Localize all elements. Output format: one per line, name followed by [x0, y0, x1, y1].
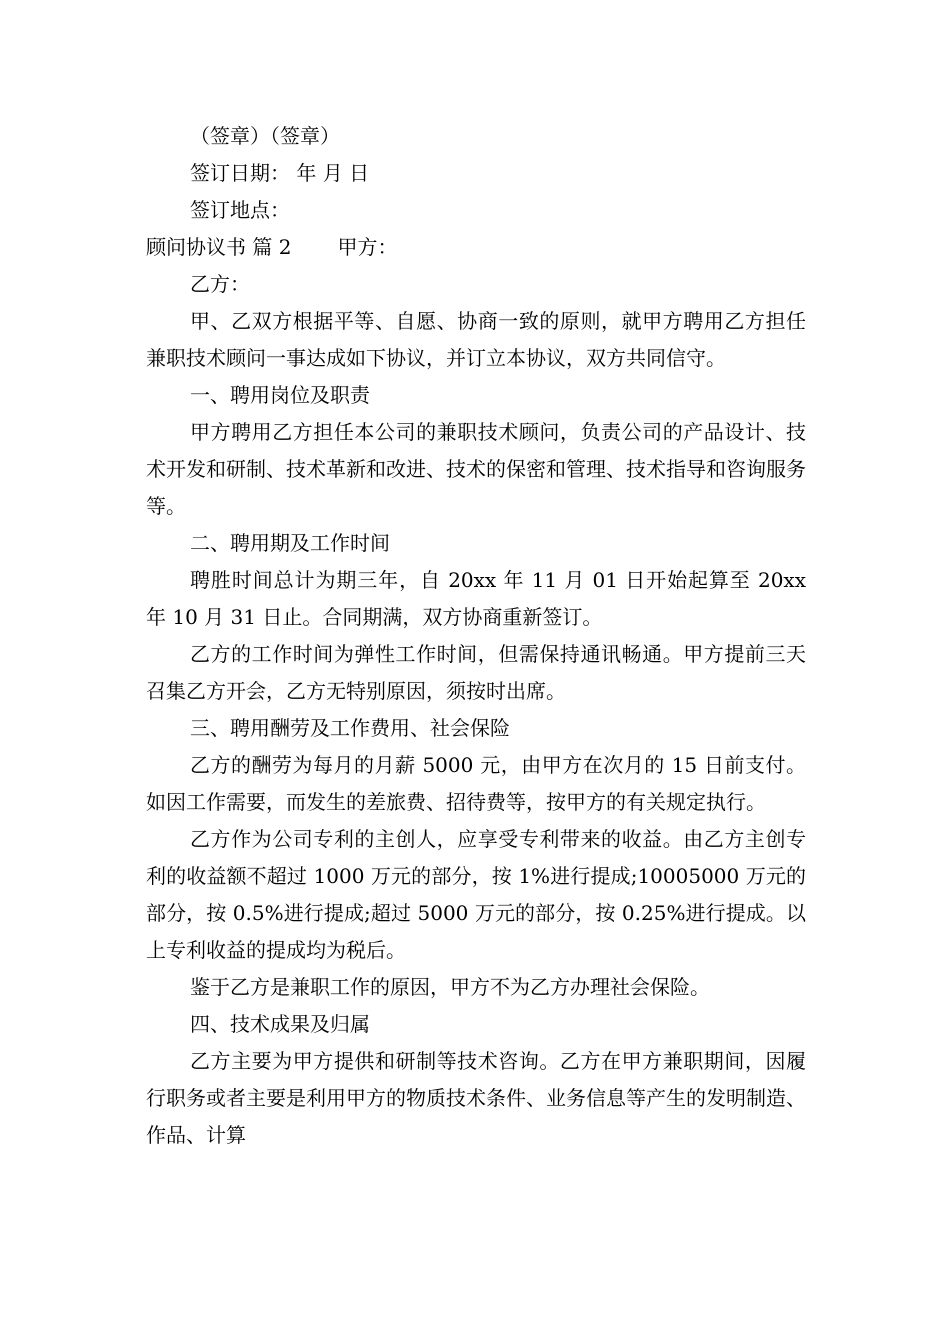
- paragraph-insurance: 鉴于乙方是兼职工作的原因，甲方不为乙方办理社会保险。: [190, 975, 710, 999]
- sign-date-line: 签订日期： 年 月 日: [190, 161, 370, 185]
- seal-line: （签章）（签章）: [190, 124, 340, 148]
- paragraph-term: 聘胜时间总计为期三年，自 20xx 年 11 月 01 日开始起算至 20xx 年 10 月 31 日止。合同期满，双方协商重新签订。: [146, 568, 806, 629]
- section-title: 顾问协议书 篇 2: [146, 235, 292, 259]
- section-heading-line: [146, 229, 806, 266]
- paragraph-pay: 乙方的酬劳为每月的月薪 5000 元，由甲方在次月的 15 日前支付。如因工作需要，而发生的差旅费、招待费等，按甲方的有关规定执行。: [146, 753, 806, 814]
- heading-term-hours: 二、聘用期及工作时间: [190, 531, 390, 555]
- party-a-label: 甲方：: [337, 235, 398, 259]
- heading-results-ownership: 四、技术成果及归属: [190, 1012, 370, 1036]
- paragraph-hours: 乙方的工作时间为弹性工作时间，但需保持通讯畅通。甲方提前三天召集乙方开会，乙方无特别原因，须按时出席。: [146, 642, 806, 703]
- paragraph-duties: 甲方聘用乙方担任本公司的兼职技术顾问，负责公司的产品设计、技术开发和研制、技术革新和改进、技术的保密和管理、技术指导和咨询服务等。: [146, 420, 806, 518]
- heading-pay-insurance: 三、聘用酬劳及工作费用、社会保险: [190, 716, 510, 740]
- paragraph-ownership: 乙方主要为甲方提供和研制等技术咨询。乙方在甲方兼职期间，因履行职务或者主要是利用甲方的物质技术条件、业务信息等产生的发明制造、作品、计算: [146, 1049, 806, 1147]
- sign-place-line: 签订地点：: [190, 198, 290, 222]
- document-body: [146, 118, 806, 1154]
- party-b-label: 乙方：: [190, 272, 250, 296]
- paragraph-patent-income: 乙方作为公司专利的主创人，应享受专利带来的收益。由乙方主创专利的收益额不超过 1000 万元的部分，按 1%进行提成;10005000 万元的部分，按 0.5%进行提成;超过 5000 万元的部分，按 0.25%进行提成。以上专利收益的提成均为税后。: [146, 827, 806, 962]
- intro-paragraph: 甲、乙双方根据平等、自愿、协商一致的原则，就甲方聘用乙方担任兼职技术顾问一事达成如下协议，并订立本协议，双方共同信守。: [146, 309, 806, 370]
- heading-position-duties: 一、聘用岗位及职责: [190, 383, 370, 407]
